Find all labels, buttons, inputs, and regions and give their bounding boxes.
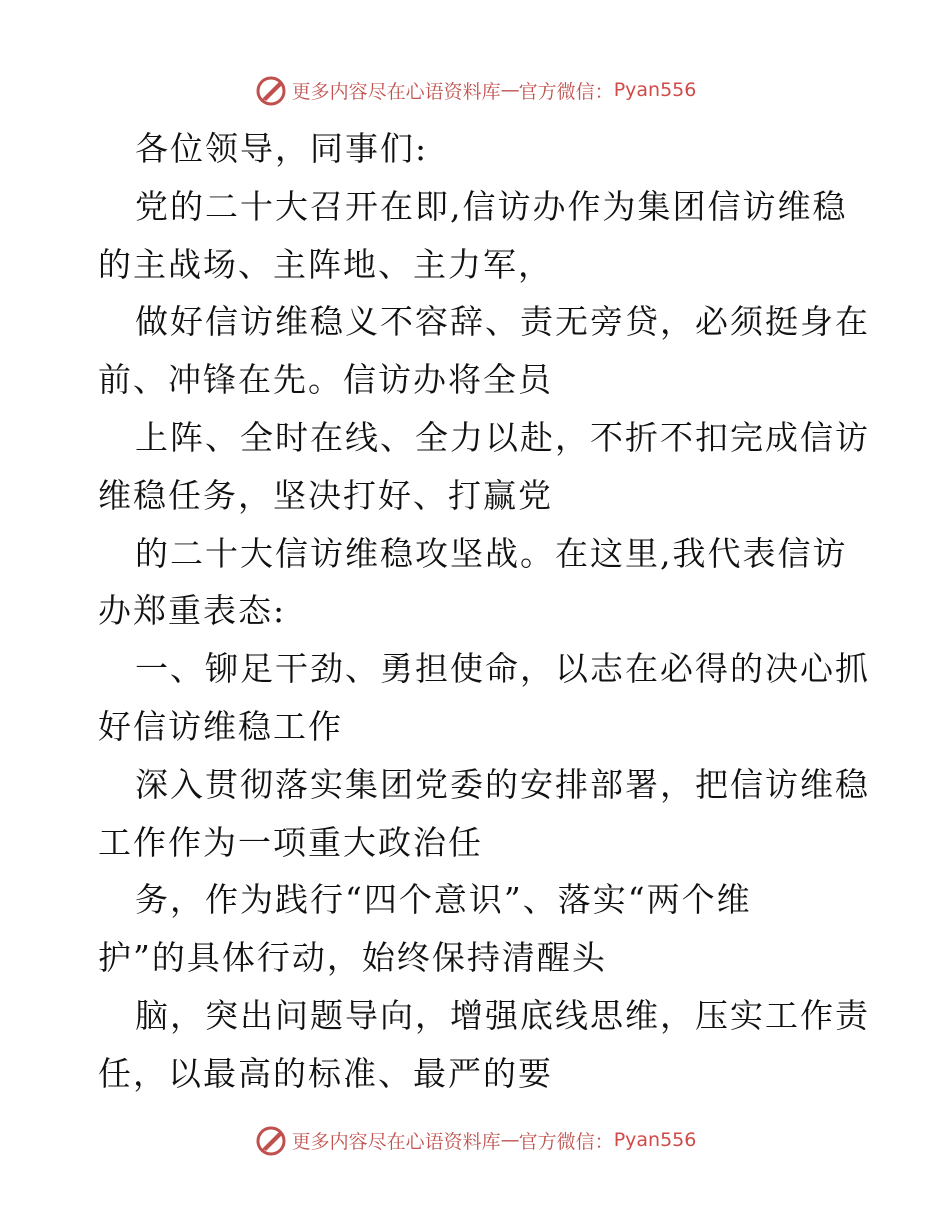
banner-main-text: 更多内容尽在心语资料库 (291, 80, 501, 103)
body-line: 前、冲锋在先。信访办将全员 (98, 360, 553, 400)
pen-circle-logo-icon (254, 1123, 288, 1157)
document-body (98, 120, 870, 1103)
body-line: 任，以最高的标准、最严的要 (98, 1053, 553, 1093)
banner-dash: — (500, 79, 519, 101)
body-line: 的主战场、主阵地、主力军， (98, 244, 553, 284)
banner-wechat-id: Pyan556 (613, 1129, 697, 1151)
pen-circle-logo-icon (254, 73, 288, 107)
body-line: 办郑重表态: (98, 591, 287, 631)
body-line: 护”的具体行动，始终保持清醒头 (98, 938, 607, 978)
body-line: 脑，突出问题导向，增强底线思维，压实工作责 (135, 995, 870, 1035)
header-watermark-banner (0, 70, 950, 110)
body-line: 的二十大信访维稳攻坚战。在这里,我代表信访 (135, 533, 848, 573)
banner-wechat-label: 官方微信： (518, 80, 614, 103)
body-line: 维稳任务，坚决打好、打赢党 (98, 475, 553, 515)
body-line: 深入贯彻落实集团党委的安排部署，把信访维稳 (135, 764, 870, 804)
section-heading-line: 好信访维稳工作 (98, 706, 343, 746)
body-line: 上阵、全时在线、全力以赴，不折不扣完成信访 (135, 417, 870, 457)
banner-wechat-id: Pyan556 (613, 79, 697, 101)
section-heading-line: 一、铆足干劲、勇担使命，以志在必得的决心抓 (135, 649, 870, 689)
banner-main-text: 更多内容尽在心语资料库 (291, 1130, 501, 1153)
body-line: 党的二十大召开在即,信访办作为集团信访维稳 (135, 186, 848, 226)
footer-watermark-banner (0, 1120, 950, 1160)
body-line: 务，作为践行“四个意识”、落实“两个维 (135, 880, 752, 920)
body-line: 各位领导，同事们: (135, 129, 429, 168)
body-line: 做好信访维稳义不容辞、责无旁贷，必须挺身在 (135, 302, 870, 342)
body-line: 工作作为一项重大政治任 (98, 822, 483, 862)
banner-dash: — (500, 1129, 519, 1151)
banner-wechat-label: 官方微信： (518, 1130, 614, 1153)
